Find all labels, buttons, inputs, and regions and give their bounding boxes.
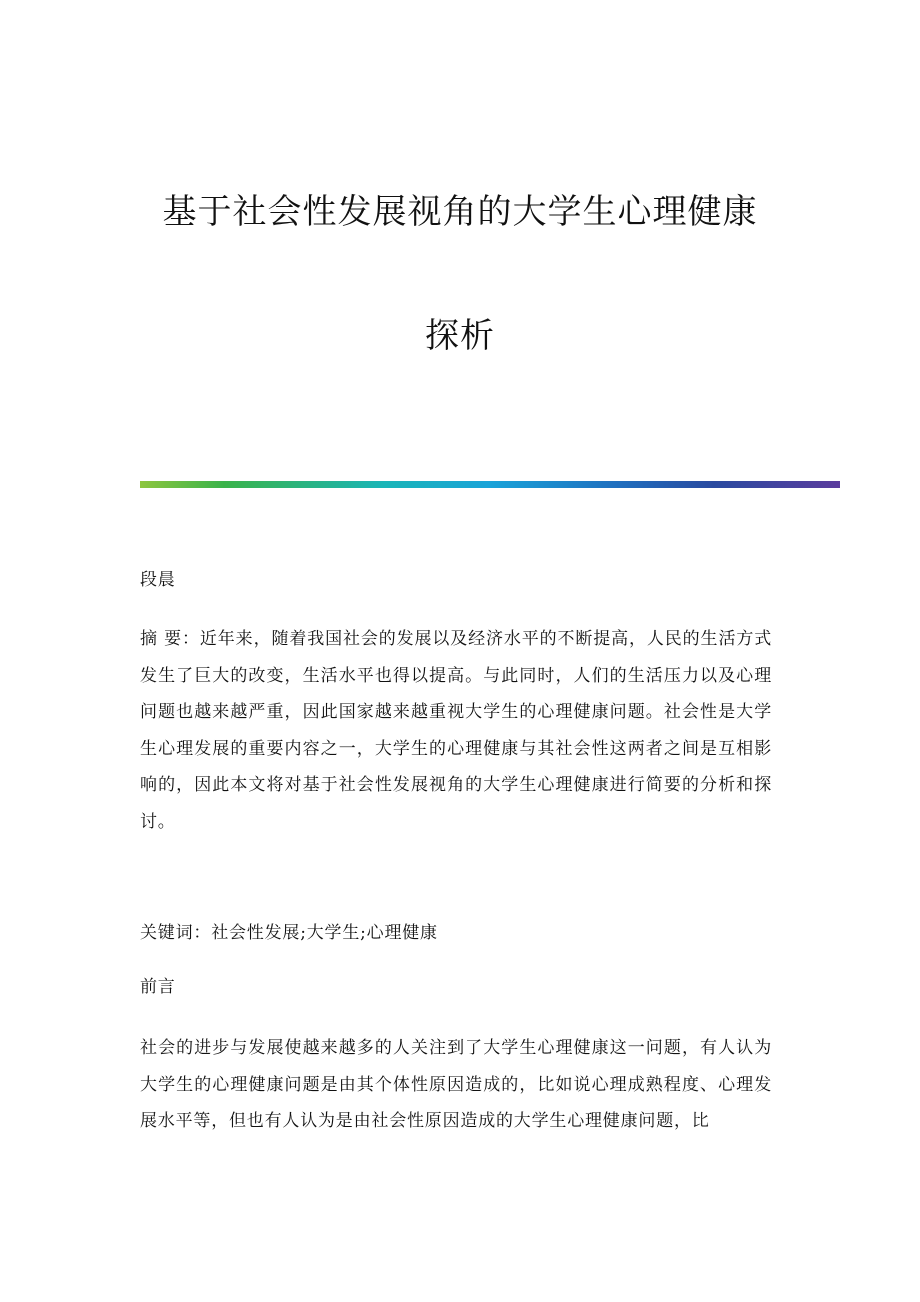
preface-heading: 前言 [140,977,176,997]
abstract-paragraph: 摘 要：近年来，随着我国社会的发展以及经济水平的不断提高，人民的生活方式发生了巨大的改变，生活水平也得以提高。与此同时，人们的生活压力以及心理问题也越来越严重，因此国家越来越重视大学生的心理健康问题。社会性是大学生心理发展的重要内容之一，大学生的心理健康与其社会性这两者之间是互相影响的，因此本文将对基于社会性发展视角的大学生心理健康进行简要的分析和探讨。 [140,629,772,832]
title-line-1: 基于社会性发展视角的大学生心理健康 [162,192,758,232]
title-line-2: 探析 [425,316,495,356]
author-name: 段晨 [140,570,176,590]
body-paragraph: 社会的进步与发展使越来越多的人关注到了大学生心理健康这一问题，有人认为大学生的心理健康问题是由其个体性原因造成的，比如说心理成熟程度、心理发展水平等，但也有人认为是由社会性原因造成的大学生心理健康问题，比 [140,1038,772,1131]
keywords-line: 关键词：社会性发展;大学生;心理健康 [140,923,438,943]
gradient-divider [140,481,840,488]
